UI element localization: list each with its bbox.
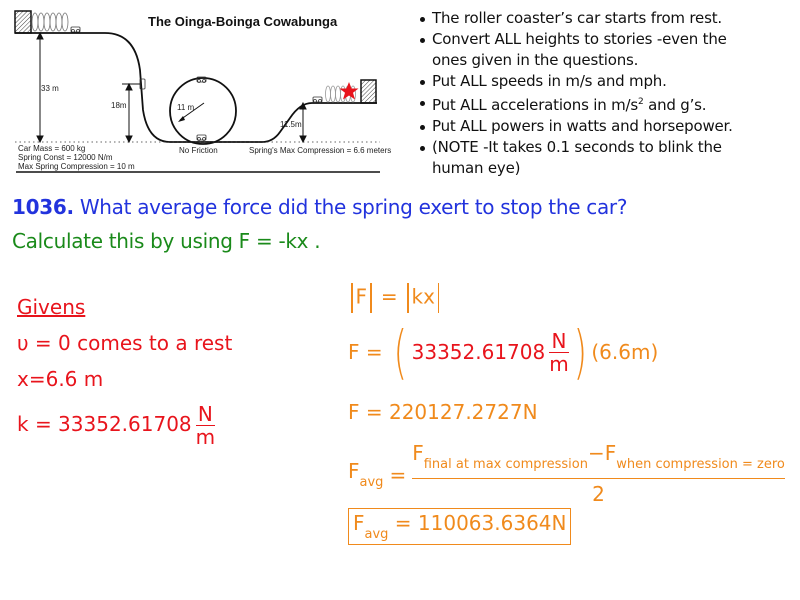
average-force-formula: $F_{avg}$ = $\frac{F_{final at max compression}-F_{when compression = zero}}{2}$ [348, 441, 785, 506]
spring-right-compression-label: Spring's Max Compression = 6.6 meters [249, 146, 392, 155]
final-answer-box: $F_{avg} = 110063.6364N$ [348, 508, 571, 545]
abs-equation: F = kx [348, 283, 442, 313]
note-item: Put ALL speeds in m/s and mph. [418, 71, 798, 92]
loop-radius-label: 11 m [177, 103, 195, 112]
hint-text: Calculate this by using F = -kx . [12, 229, 321, 253]
notes-list [418, 8, 798, 179]
height-start-label: 33 m [41, 84, 59, 93]
car-icon [71, 27, 80, 33]
diagram-title: The Oinga-Boinga Cowabunga [148, 14, 338, 29]
given-velocity: υ = 0 comes to a rest [17, 331, 233, 355]
note-item: The roller coaster’s car starts from rest. [418, 8, 798, 29]
note-item: Convert ALL heights to stories -even the ones given in the questions. [418, 29, 798, 71]
left-spring-icon [32, 13, 68, 31]
max-spring-compression-label: Max Spring Compression = 10 m [18, 162, 135, 171]
given-displacement: x=6.6 m [17, 367, 104, 391]
note-item: (NOTE -It takes 0.1 seconds to blink the human eye) [418, 137, 798, 179]
note-item: Put ALL accelerations in $m/s^2$ and g’s. [418, 92, 798, 116]
height-mid-label: 18m [111, 101, 127, 110]
height-end-label: 11.5m [280, 120, 302, 129]
givens-title: Givens [17, 295, 86, 319]
left-wall-icon [15, 11, 31, 33]
roller-coaster-diagram [0, 0, 400, 180]
right-wall-icon [361, 80, 376, 103]
track-path [15, 33, 377, 142]
question-number: 1036. [12, 195, 74, 219]
car-mass-label: Car Mass = 600 kg [18, 144, 86, 153]
question-text: 1036. What average force did the spring exert to stop the car? [12, 195, 628, 219]
no-friction-label: No Friction [179, 146, 218, 155]
given-spring-constant: k = 33352.61708 $\frac{N}{m}$ [17, 402, 216, 449]
note-item: Put ALL powers in watts and horsepower. [418, 116, 798, 137]
spring-const-label: Spring Const = 12000 N/m [18, 153, 113, 162]
force-result: F = 220127.2727N [348, 400, 538, 424]
substitution-equation: F = ( 33352.61708 $\frac{N}{m}$ ) (6.6m) [348, 318, 659, 386]
